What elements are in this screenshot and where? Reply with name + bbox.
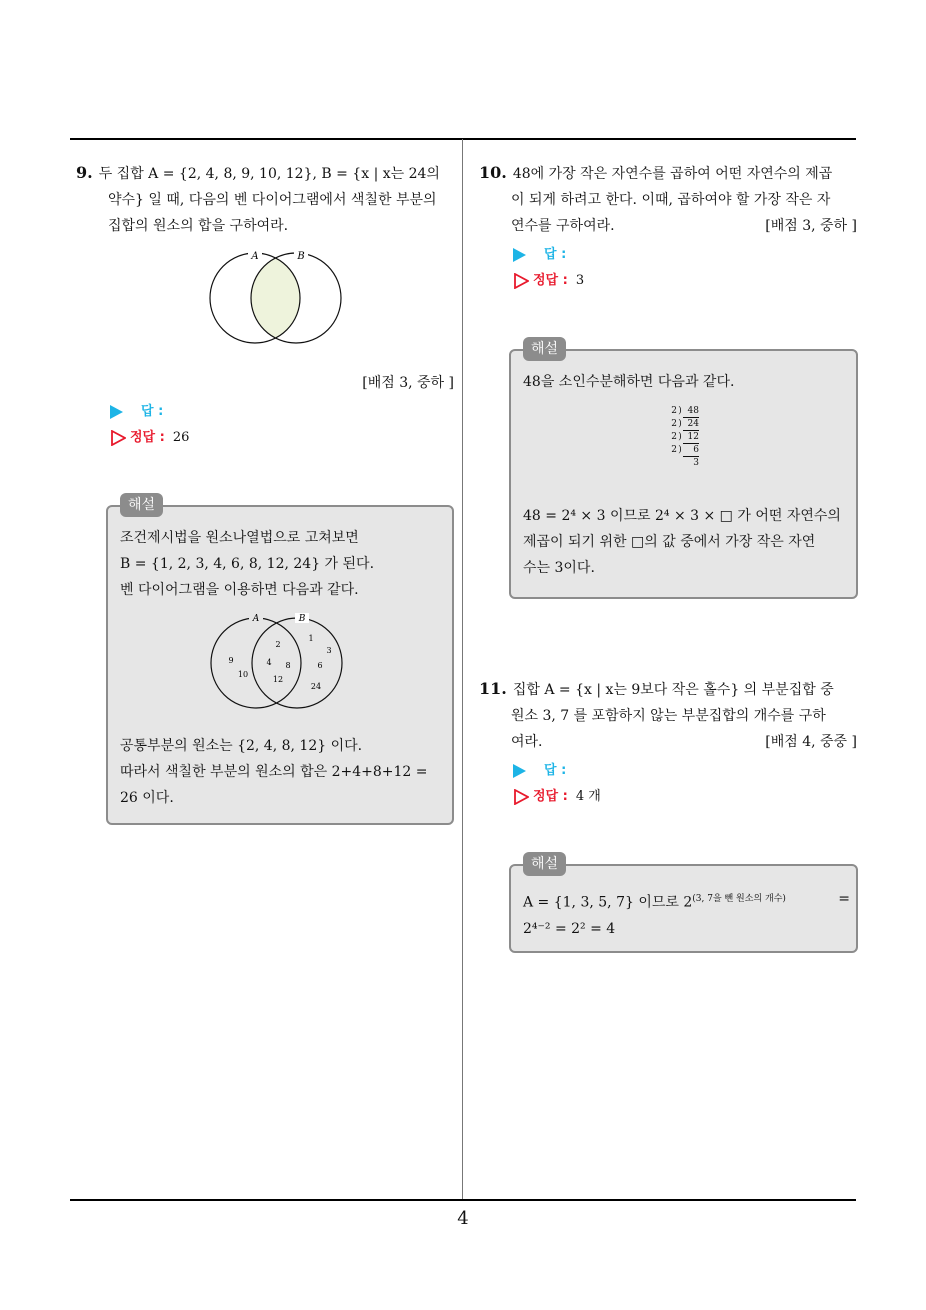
play-icon [513,248,526,262]
venn-element: 4 [266,658,272,667]
problem-10-line-3: 연수를 구하여라. [배점 3, 중하 ] [479,213,857,239]
solution-line: 48 = 2⁴ × 3 이므로 2⁴ × 3 × □ 가 어떤 자연수의 [523,508,841,524]
answer-label: 답 : [544,763,567,778]
solution-line: 26 이다. [120,790,174,806]
venn-element: 8 [285,661,291,670]
solution-line: 조건제시법을 원소나열법으로 고쳐보면 [120,530,359,546]
problem-9-solution-box [106,497,454,825]
problem-10-answers [513,242,813,294]
problem-number: 11. [479,679,507,698]
venn-label-a: A [251,251,259,262]
problem-11-answers [513,758,813,810]
problem-9-score: [배점 3, 중하 ] [362,375,454,391]
triangle-outline-icon [110,430,126,446]
correct-answer-row [513,784,813,810]
problem-11 [479,676,857,755]
problem-11-line-1: 11. 집합 A = {x | x는 9보다 작은 홀수} 의 부분집합 중 [479,679,834,698]
solution-tag: 해설 [523,852,566,876]
column-divider [462,139,463,1201]
page-number: 4 [457,1208,469,1229]
venn-label-b: B [297,251,305,262]
play-icon [110,405,123,419]
solution-line: B = {1, 2, 3, 4, 6, 8, 12, 24} 가 된다. [120,556,375,572]
problem-10-score: [배점 3, 중하 ] [765,218,857,234]
problem-10 [479,160,857,239]
triangle-outline-icon [513,273,529,289]
solution-line: 따라서 색칠한 부분의 원소의 합은 2+4+8+12 = [120,764,428,780]
correct-label: 정답 : [533,789,568,804]
play-icon [513,764,526,778]
answer-label: 답 : [141,404,164,419]
correct-label: 정답 : [130,430,165,445]
problem-11-line-3: 여라. [배점 4, 중중 ] [479,729,857,755]
solution-tag: 해설 [120,493,163,517]
problem-11-score: [배점 4, 중중 ] [765,734,857,750]
solution-line: A = {1, 3, 5, 7} 이므로 $2^{(3, 7을 뺀 원소의 개수)}$ = [523,891,850,911]
problem-11-line-2: 원소 3, 7 를 포함하지 않는 부분집합의 개수를 구하 [511,708,826,724]
problem-10-line-2: 이 되게 하려고 한다. 이때, 곱하여야 할 가장 작은 자 [511,192,831,208]
solution-line: 수는 3이다. [523,560,595,576]
triangle-outline-icon [513,789,529,805]
venn-element: 10 [237,670,249,679]
answer-row[interactable] [513,242,813,268]
problem-10-line-1: 10. 48에 가장 작은 자연수를 곱하여 어떤 자연수의 제곱 [479,163,833,182]
problem-number: 9. [76,163,93,182]
problem-11-solution-box [509,856,858,953]
problem-9 [76,160,456,239]
venn-element: 1 [308,634,314,643]
correct-answer-row [110,425,410,451]
venn-element: 2 [275,640,281,649]
answer-label: 답 : [544,247,567,262]
solution-line: 벤 다이어그램을 이용하면 다음과 같다. [120,582,359,598]
venn-element: 24 [310,682,322,691]
top-rule [70,138,856,140]
problem-9-line-1: 9. 두 집합 A = {2, 4, 8, 9, 10, 12}, B = {x | x는 24의 [76,163,440,182]
solution-line: 공통부분의 원소는 {2, 4, 8, 12} 이다. [120,738,363,754]
problem-9-venn-diagram [205,248,355,348]
answer-row[interactable] [513,758,813,784]
problem-9-answers [110,399,410,451]
problem-number: 10. [479,163,507,182]
factorization-ladder: 2 ) 48 2 ) 24 2 ) 12 2 ) 6 3 [671,406,699,468]
correct-value: 26 [172,430,190,445]
problem-10-solution-box [509,341,858,599]
correct-label: 정답 : [533,273,568,288]
correct-value: 3 [575,273,585,288]
venn-element: 12 [272,675,284,684]
svg-text:A: A [252,614,260,624]
problem-9-line-2: 약수} 일 때, 다음의 벤 다이어그램에서 색칠한 부분의 [108,192,437,208]
correct-answer-row [513,268,813,294]
answer-row[interactable] [110,399,410,425]
solution-tag: 해설 [523,337,566,361]
svg-text:B: B [298,614,306,624]
solution-venn-diagram [206,611,356,711]
correct-value: 4 개 [575,789,601,804]
problem-9-line-3: 집합의 원소의 합을 구하여라. [108,218,289,234]
venn-element: 3 [326,646,332,655]
venn-element: 9 [228,656,234,665]
bottom-rule [70,1199,856,1201]
venn-element: 6 [317,661,323,670]
solution-line: 제곱이 되기 위한 □의 값 중에서 가장 작은 자연 [523,534,816,550]
solution-line: 2⁴⁻² = 2² = 4 [523,920,616,937]
solution-line: 48을 소인수분해하면 다음과 같다. [523,374,735,390]
